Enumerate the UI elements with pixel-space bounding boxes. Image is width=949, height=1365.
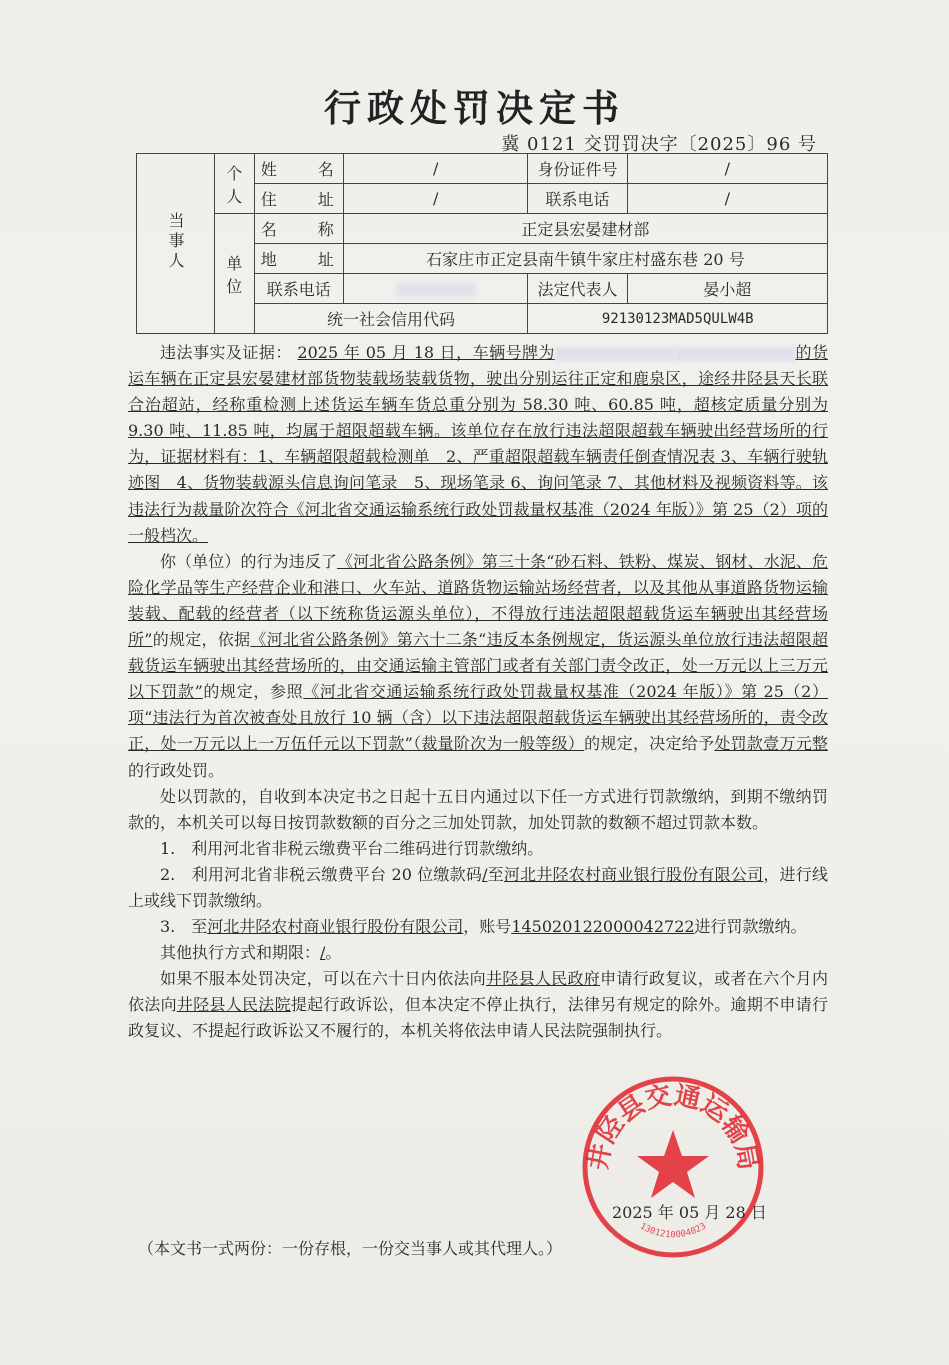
text-span: 2. 利用河北省非税云缴费平台 20 位缴款码 bbox=[160, 864, 483, 884]
payment-paragraph: 处以罚款的，自收到本决定书之日起十五日内通过以下任一方式进行罚款缴纳，到期不缴纳罚款的，本机关可以每日按罚款数额的百分之三加处罚款，加处罚款的数额不超过罚款本数。 bbox=[128, 786, 828, 832]
text-span: 你（单位）的行为违反了 bbox=[160, 551, 338, 571]
cited-discretion-standard: 《河北省交通运输系统行政处罚裁量权基准（2024 年版）》第 25（2）项“违法行为首次被查处且放行 10 辆（含）以下违法超限超载货运车辆驶出其经营场所的，责令改正，处一万元以上一万伍仟元以下罚款”（裁量阶次为一般等级） bbox=[128, 682, 828, 754]
text-span: 申请行政复议，或者在六个月内依法向 bbox=[128, 969, 828, 1015]
text-span: 的行政处罚。 bbox=[128, 760, 225, 780]
text-span: 如果不服本处罚决定，可以在六十日内依法向 bbox=[160, 969, 486, 989]
appeal-paragraph bbox=[128, 966, 828, 1044]
text-span: 的规定，参照 bbox=[202, 682, 304, 702]
decision-body bbox=[128, 340, 828, 1045]
facts-paragraph bbox=[128, 340, 828, 549]
credit-code-value: 92130123MAD5QULW4B bbox=[528, 304, 828, 334]
payment-item-3 bbox=[128, 914, 828, 940]
payment-item-2 bbox=[128, 862, 828, 914]
unit-name-label: 名 称 bbox=[254, 214, 343, 244]
text-span: 。 bbox=[325, 943, 342, 963]
text-span: 进行罚款缴纳。 bbox=[694, 917, 807, 937]
seal-serial: 1301210004023 bbox=[637, 1221, 709, 1241]
plate-redacted bbox=[555, 347, 675, 361]
party-label: 当事人 bbox=[137, 154, 215, 334]
document-title: 行政处罚决定书 bbox=[324, 86, 625, 130]
document-number: 冀 0121 交罚罚决字〔2025〕96 号 bbox=[501, 134, 817, 155]
name-label: 姓 名 bbox=[254, 154, 343, 184]
review-authority: 井陉县人民政府 bbox=[485, 969, 601, 989]
text-span: ，账号 bbox=[463, 917, 512, 937]
footer-note: （本文书一式两份：一份存根，一份交当事人或其代理人。） bbox=[138, 1239, 563, 1258]
seal-text: 井陉县交通运输局 bbox=[583, 1080, 763, 1173]
cited-regulation: 《河北省公路条例》第三十条“砂石料、铁粉、煤炭、钢材、水泥、危险化学品等生产经营企业和港口、火车站、道路货物运输站场经营者，以及其他从事道路货物运输装载、配载的经营者（以下统称货运源头单位），不得放行违法超限超载货运车辆驶出其经营场所” bbox=[128, 551, 828, 650]
violation-paragraph bbox=[128, 549, 828, 784]
court-name: 井陉县人民法院 bbox=[176, 995, 291, 1015]
party-info-table bbox=[136, 153, 828, 334]
text-span: 3. 至 bbox=[160, 917, 208, 937]
cited-penalty-clause: 《河北省公路条例》第六十二条“违反本条例规定，货运源头单位放行违法超限超载货运车辆驶出其经营场所的，由交通运输主管部门或者有关部门责令改正，处一万元以上三万元以下罚款” bbox=[128, 630, 828, 702]
text-span: 其他执行方式和期限： bbox=[160, 943, 321, 963]
id-value: / bbox=[627, 154, 827, 184]
decision-date: 2025 年 05 月 28 日 bbox=[612, 1203, 767, 1222]
penalty-amount: 处罚款壹万元整 bbox=[714, 734, 828, 754]
other-method-value: / bbox=[320, 943, 326, 963]
official-seal bbox=[578, 1072, 768, 1262]
unit-label: 单位 bbox=[215, 214, 255, 334]
seal-star-icon bbox=[637, 1130, 709, 1198]
legal-rep-label: 法定代表人 bbox=[528, 274, 627, 304]
unit-phone-label: 联系电话 bbox=[254, 274, 343, 304]
other-execution bbox=[128, 940, 828, 966]
text-span: 至 bbox=[487, 864, 504, 884]
facts-date: 2025 年 05 月 18 日，车辆号牌为 bbox=[297, 343, 556, 362]
unit-address-label: 地 址 bbox=[254, 244, 343, 274]
account-number: 145020122000042722 bbox=[511, 917, 695, 937]
unit-address-value: 石家庄市正定县南牛镇牛家庄村盛东巷 20 号 bbox=[343, 244, 827, 274]
address-value: / bbox=[343, 184, 528, 214]
unit-phone-value-redacted bbox=[343, 274, 528, 304]
facts-text: 的货运车辆在正定县宏晏建材部货物装载场装载货物，驶出分别运往正定和鹿泉区，途经井陉县天长联合治超站，经称重检测上述货运车辆车货总重分别为 58.30 吨、60.85 吨，超核定质量分别为 9.30 吨、11.85 吨，均属于超限超载车辆。该单位存在放行违法超限超载车辆驶出经营场所的行为，证据材料有：1、车辆超限超载检测单 2、严重超限超载车辆责任倒查情况表 3、车辆行驶轨迹图 4、货物装载源头信息询问笔录 5、现场笔录 6、询问笔录 7、其他材料及视频资料等。该违法行为裁量阶次符合《河北省交通运输系统行政处罚裁量权基准（2024 年版）》第 25（2）项的一般档次。 bbox=[128, 343, 828, 545]
phone-label: 联系电话 bbox=[528, 184, 627, 214]
address-label: 住 址 bbox=[254, 184, 343, 214]
phone-value: / bbox=[627, 184, 827, 214]
bank-name: 河北井陉农村商业银行股份有限公司 bbox=[207, 917, 464, 937]
legal-rep-value: 晏小超 bbox=[627, 274, 827, 304]
unit-name-value: 正定县宏晏建材部 bbox=[343, 214, 827, 244]
payment-code: / bbox=[482, 864, 488, 884]
payment-item-1: 1. 利用河北省非税云缴费平台二维码进行罚款缴纳。 bbox=[160, 838, 544, 858]
bank-name: 河北井陉农村商业银行股份有限公司 bbox=[503, 864, 764, 884]
text-span: 提起行政诉讼，但本决定不停止执行，法律另有规定的除外。逾期不申请行政复议、不提起行政诉讼又不履行的，本机关将依法申请人民法院强制执行。 bbox=[128, 995, 828, 1041]
plate-redacted-2 bbox=[675, 347, 795, 361]
text-span: ，进行线上或线下罚款缴纳。 bbox=[128, 864, 828, 910]
facts-label: 违法事实及证据： bbox=[160, 343, 292, 362]
personal-label: 个人 bbox=[215, 154, 255, 214]
id-label: 身份证件号 bbox=[528, 154, 627, 184]
name-value: / bbox=[343, 154, 528, 184]
text-span: 的规定，依据 bbox=[152, 630, 251, 650]
text-span: 的规定，决定给予 bbox=[584, 734, 715, 754]
credit-code-label: 统一社会信用代码 bbox=[254, 304, 528, 334]
